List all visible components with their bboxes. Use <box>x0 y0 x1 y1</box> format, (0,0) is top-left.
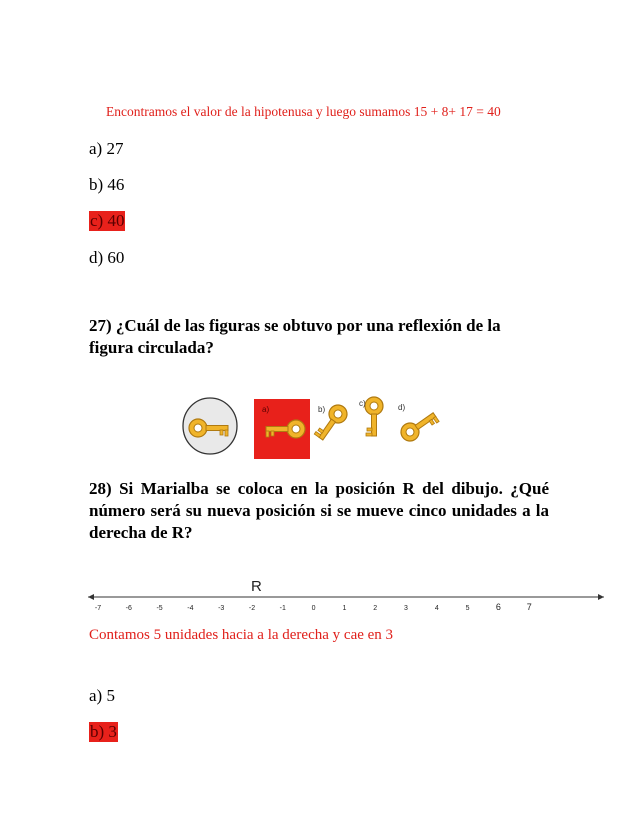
figure-option-d <box>397 403 439 445</box>
tick-labels <box>95 602 532 612</box>
q26-option-c-highlighted: c) 40 <box>90 211 125 230</box>
tick-label: 1 <box>342 605 347 612</box>
q26-explanation-note: Encontramos el valor de la hipotenusa y luego sumamos 15 + 8+ 17 = 40 <box>106 104 501 119</box>
tick-label: -6 <box>125 605 132 612</box>
tick-label: 0 <box>311 605 316 612</box>
figure-label-a: a) <box>262 405 270 414</box>
tick-label: 2 <box>373 605 378 612</box>
figure-label-b: b) <box>318 405 326 414</box>
q28-question: 28) Si Marialba se coloca en la posición R del dibujo. ¿Qué número será su nueva posición si se mueve cinco unidades a la derecha de R? <box>89 479 549 542</box>
circled-original-key <box>183 398 237 454</box>
figure-option-a <box>254 399 310 459</box>
tick-label: 6 <box>495 602 501 612</box>
tick-label: -1 <box>279 605 286 612</box>
point-r-label: R <box>251 578 262 595</box>
q26-option-a: a) 27 <box>89 139 124 158</box>
q28-option-a: a) 5 <box>89 686 115 705</box>
tick-label: -4 <box>187 605 194 612</box>
tick-label: 7 <box>526 602 532 612</box>
left-arrow-icon <box>88 594 94 600</box>
q28-explanation-note: Contamos 5 unidades hacia a la derecha y cae en 3 <box>89 627 394 643</box>
q26-option-b: b) 46 <box>89 175 125 194</box>
tick-label: 4 <box>434 605 439 612</box>
figure-option-c <box>359 397 383 436</box>
right-arrow-icon <box>598 594 604 600</box>
q27-question: 27) ¿Cuál de las figuras se obtuvo por una reflexión de la figura circulada? <box>89 316 501 357</box>
figure-label-c: c) <box>359 399 366 408</box>
figure-option-b <box>313 401 350 443</box>
q28-option-b-highlighted: b) 3 <box>90 722 117 741</box>
tick-label: 3 <box>404 605 408 612</box>
tick-label: -5 <box>156 605 163 612</box>
figure-label-d: d) <box>398 403 406 412</box>
tick-label: -7 <box>94 605 102 612</box>
q26-option-d: d) 60 <box>89 248 125 267</box>
number-line <box>86 570 606 614</box>
tick-label: -3 <box>218 605 225 612</box>
tick-label: 5 <box>465 605 470 612</box>
tick-label: -2 <box>248 605 256 612</box>
q27-keys-figure <box>178 382 448 462</box>
